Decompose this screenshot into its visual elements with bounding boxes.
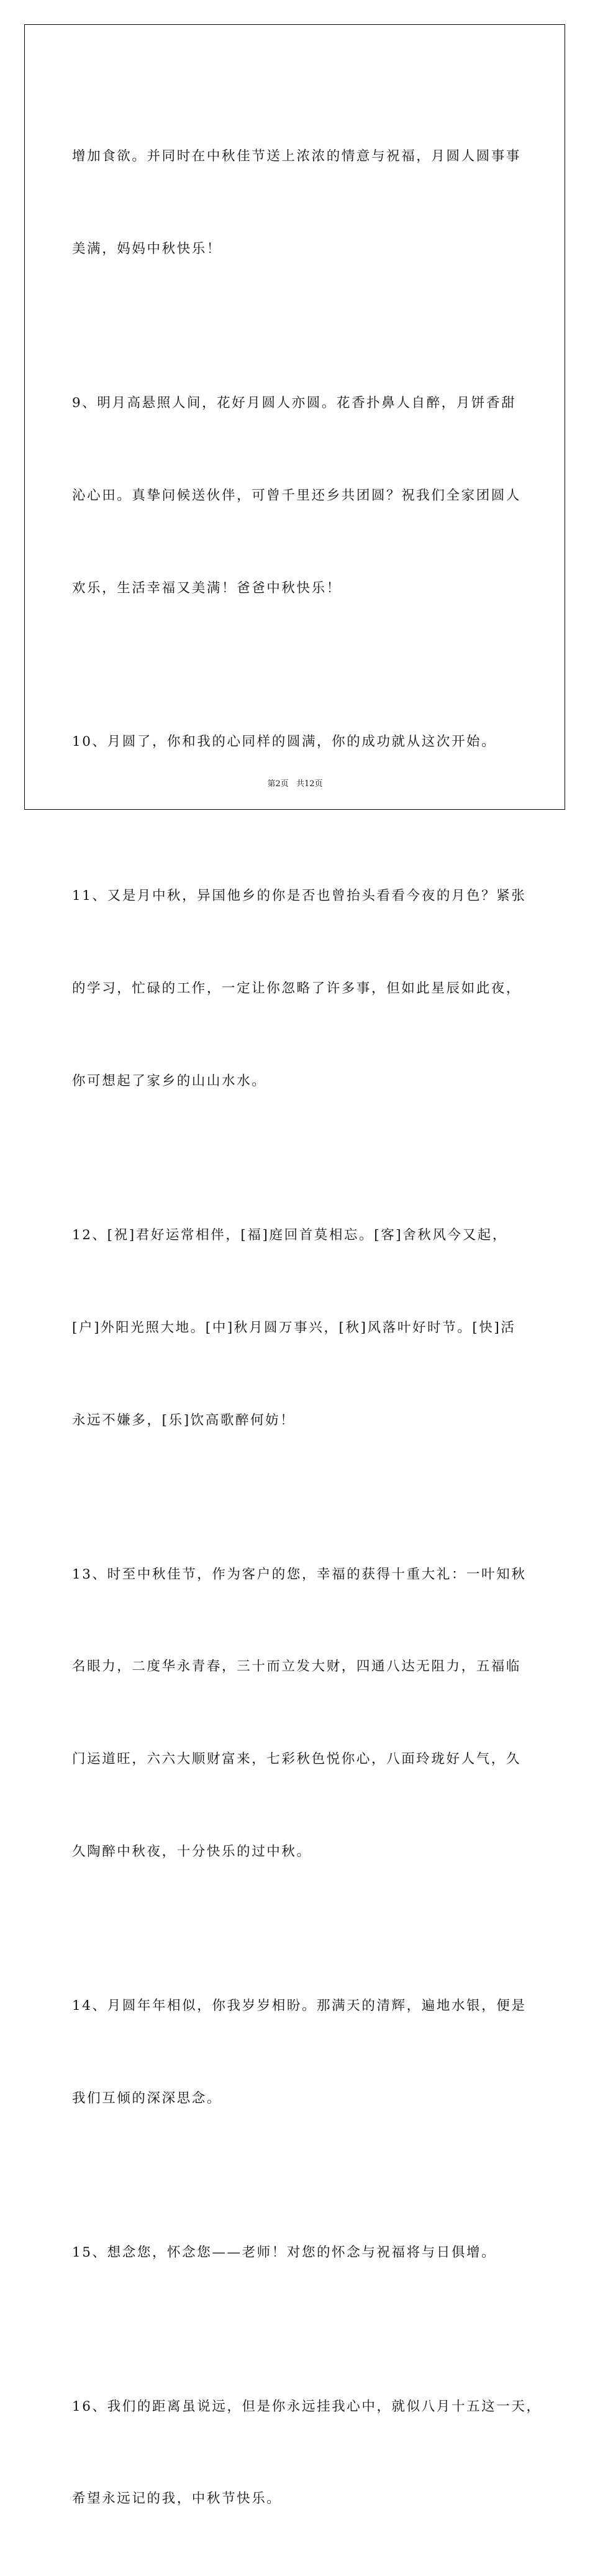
- text-line: 9、明月高悬照人间，花好月圆人亦圆。花香扑鼻人自醉，月饼香甜: [72, 395, 517, 411]
- text-line: 13、时至中秋佳节，作为客户的您，幸福的获得十重大礼：一叶知秋: [72, 1566, 527, 1582]
- paragraph: [72, 665, 519, 819]
- text-line: 久陶醉中秋夜，十分快乐的过中秋。: [72, 1843, 312, 1859]
- text-line: 11、又是月中秋，异国他乡的你是否也曾抬头看看今夜的月色？紧张: [72, 888, 527, 904]
- text-line: 名眼力，二度华永青春，三十而立发大财，四通八达无阻力，五福临: [72, 1659, 522, 1675]
- text-line: 我们互倾的深深思念。: [72, 2090, 222, 2106]
- text-line: 10、月圆了，你和我的心同样的圆满，你的成功就从这次开始。: [72, 734, 497, 750]
- paragraph: [72, 1497, 527, 1928]
- paragraph: [72, 2175, 519, 2329]
- text-line: 16、我们的距离虽说远，但是你永远挂我心中，就似八月十五这一天，: [72, 2398, 542, 2414]
- text-line: 希望永远记的我，中秋节快乐。: [72, 2491, 282, 2507]
- text-line: [户]外阳光照大地。[中]秋月圆万事兴，[秋]风落叶好时节。[快]活: [72, 1319, 516, 1336]
- paragraph: [72, 80, 522, 326]
- paragraph: [72, 1158, 519, 1498]
- text-line: 12、[祝]君好运常相伴，[福]庭回首莫相忘。[客]舍秋风今又起，: [72, 1227, 507, 1243]
- page-footer: [0, 777, 590, 789]
- page-number: 第2页: [267, 779, 289, 789]
- text-line: 美满，妈妈中秋快乐！: [72, 241, 222, 257]
- paragraph: [72, 326, 522, 666]
- text-line: 沁心田。真挚问候送伙伴，可曾千里还乡共团圆？祝我们全家团圆人: [72, 487, 522, 503]
- text-line: 欢乐，生活幸福又美满！爸爸中秋快乐！: [72, 580, 342, 596]
- paragraph: [72, 819, 527, 1158]
- text-line: 永远不嫌多，[乐]饮高歌醉何妨！: [72, 1412, 296, 1428]
- text-line: 14、月圆年年相似，你我岁岁相盼。那满天的清辉，遍地水银，便是: [72, 1997, 527, 2014]
- text-line: 15、想念您，怀念您——老师！对您的怀念与祝福将与日俱增。: [72, 2244, 497, 2260]
- paragraph: [72, 2329, 542, 2576]
- text-line: 的学习，忙碌的工作，一定让你忽略了许多事，但如此星辰如此夜，: [72, 981, 522, 997]
- document-body: [72, 80, 542, 2576]
- paragraph: [72, 1929, 527, 2176]
- text-line: 增加食欲。并同时在中秋佳节送上浓浓的情意与祝福，月圆人圆事事: [72, 149, 522, 165]
- text-line: 门运道旺，六六大顺财富来，七彩秋色悦你心，八面玲珑好人气，久: [72, 1751, 522, 1767]
- text-line: 你可想起了家乡的山山水水。: [72, 1073, 267, 1089]
- page-total: 共12页: [296, 779, 323, 789]
